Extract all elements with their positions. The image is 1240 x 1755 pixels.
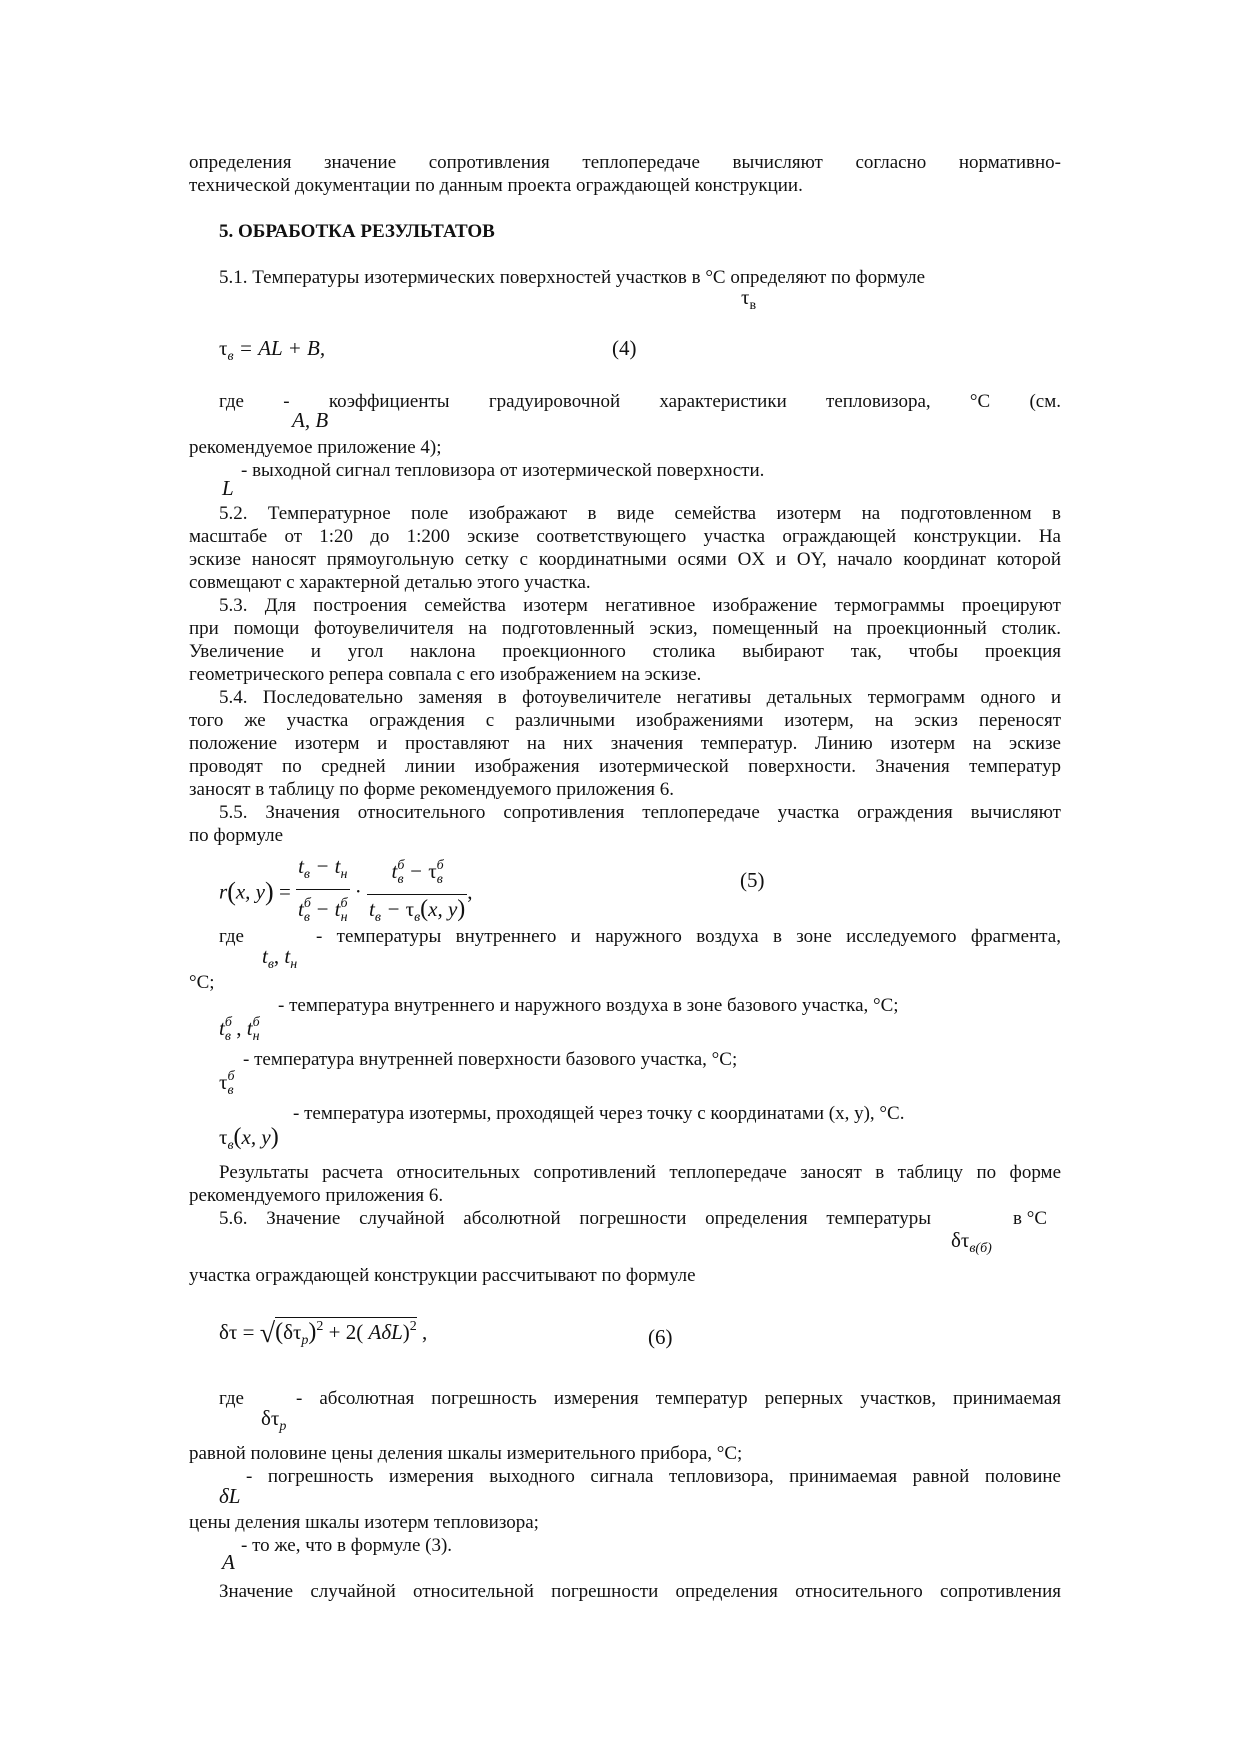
where-lead: где [219,926,244,947]
where-line-isotherm: - температура изотермы, проходящей через точку с координатами (х, у), °С. [293,1103,905,1124]
formula-4: $\tau_в$ = AL + B, [219,336,326,364]
paragraph-5-4-line: того же участка ограждения с различными изображениями изотерм, на эскиз переносят [189,710,1061,731]
paragraph-results-line: рекомендуемого приложения 6. [189,1185,444,1206]
where-line-signal-error-cont: цены деления шкалы изотерм тепловизора; [189,1512,539,1533]
paragraph-5-4-line: 5.4. Последовательно заменяя в фотоувеличителе негативы детальных термограмм одного и [219,687,1061,708]
paragraph-5-3-line: геометрического репера совпала с его изображением на эскизе. [189,664,702,685]
symbol-tau-vb: $\tau^б_в$ [219,1069,235,1098]
paragraph-results-line: Результаты расчета относительных сопротивлений теплопередаче заносят в таблицу по форме [219,1162,1061,1183]
symbol-tv-tn: $t_в$, $t_н$ [262,944,298,972]
formula-6-number: (6) [648,1325,673,1349]
symbol-delta-l: δL [219,1484,241,1508]
where-line-air-temps-cont: °С; [189,972,215,993]
paragraph-5-5-line: по формуле [189,825,284,846]
where-line-base-air: - температура внутреннего и наружного воздуха в зоне базового участка, °С; [278,995,899,1016]
symbol-a-b: A, B [292,408,329,432]
paragraph-5-2-line: масштабе от 1:20 до 1:200 эскизе соответствующего участка ограждающей конструкции. На [189,526,1061,547]
where-line-base-surface: - температура внутренней поверхности базового участка, °С; [243,1049,738,1070]
paragraph-intro-line-1: определения значение сопротивления теплопередаче вычисляют согласно нормативно- [189,152,1061,173]
where-lead: где [219,1388,244,1409]
paragraph-5-1: 5.1. Температуры изотермических поверхностей участков в °С определяют по формуле [219,267,926,288]
where-line-coefficients: где - коэффициенты градуировочной характеристики тепловизора, °С (см. [219,391,1061,412]
symbol-delta-tau-vb: $\delta\tau_{в(б)}$ [951,1228,992,1256]
where-line-air-temps: - температуры внутреннего и наружного воздуха в зоне исследуемого фрагмента, [316,926,1061,947]
paragraph-5-2-line: 5.2. Температурное поле изображают в виде семейства изотерм на подготовленном в [219,503,1061,524]
formula-5: r(x, y) = $\frac{t_в - t_н}{t^б_в - t^б_н}$ · $\frac{t^б_в - \tau^б_в}{t_в - \tau_в(x, y)}$ , [219,854,473,925]
symbol-tau-v-xy: $\tau_в(x$, y) [219,1124,279,1153]
where-line-a: - то же, что в формуле (3). [241,1535,453,1556]
paragraph-5-3-line: Увеличение и угол наклона проекционного столика выбирают так, чтобы проекция [189,641,1061,662]
paragraph-5-4-line: заносят в таблицу по форме рекомендуемого приложения 6. [189,779,675,800]
tau-v-symbol: $\tau_в$ [741,285,757,313]
paragraph-5-3-line: при помощи фотоувеличителя на подготовленный эскиз, помещенный на проекционный столик. [189,618,1061,639]
paragraph-5-2-line: эскизе наносят прямоугольную сетку с координатными осями OX и OY, начало координат которой [189,549,1061,570]
formula-6: $\delta\tau = √(\delta\tau_p)^2 + 2$( AδL)$^2$ , [219,1318,428,1349]
paragraph-5-4-line: проводят по средней линии изображения изотермической поверхности. Значения температур [189,756,1061,777]
paragraph-5-6-line-2: участка ограждающей конструкции рассчитывают по формуле [189,1265,696,1286]
where-line-signal-error: - погрешность измерения выходного сигнала тепловизора, принимаемая равной половине [246,1466,1061,1487]
paragraph-5-5-line: 5.5. Значения относительного сопротивления теплопередаче участка ограждения вычисляют [219,802,1061,823]
paragraph-5-6-tail: в °С [1013,1208,1047,1229]
paragraph-5-6-line-1: 5.6. Значение случайной абсолютной погрешности определения температуры [219,1208,931,1229]
symbol-tvb-tnb: $t^б_в$ , $t^б_н$ [219,1015,260,1044]
symbol-a: A [222,1550,235,1574]
symbol-delta-tau-p: $\delta\tau_p$ [261,1406,287,1434]
paragraph-5-4-line: положение изотерм и проставляют на них значения температур. Линию изотерм на эскизе [189,733,1061,754]
paragraph-last-line: Значение случайной относительной погрешности определения относительного сопротивления [219,1581,1061,1602]
where-line-signal: - выходной сигнал тепловизора от изотермической поверхности. [241,460,765,481]
formula-5-number: (5) [740,868,765,892]
where-line-coefficients-cont: рекомендуемое приложение 4); [189,437,442,458]
paragraph-intro-line-2: технической документации по данным проекта ограждающей конструкции. [189,175,803,196]
paragraph-5-3-line: 5.3. Для построения семейства изотерм негативное изображение термограммы проецируют [219,595,1061,616]
symbol-l: L [222,476,234,500]
where-line-abs-error-cont: равной половине цены деления шкалы измерительного прибора, °С; [189,1443,743,1464]
paragraph-5-2-line: совмещают с характерной деталью этого участка. [189,572,591,593]
where-line-abs-error: - абсолютная погрешность измерения температур реперных участков, принимаемая [296,1388,1061,1409]
formula-4-number: (4) [612,336,637,360]
section-title: 5. ОБРАБОТКА РЕЗУЛЬТАТОВ [219,221,495,242]
